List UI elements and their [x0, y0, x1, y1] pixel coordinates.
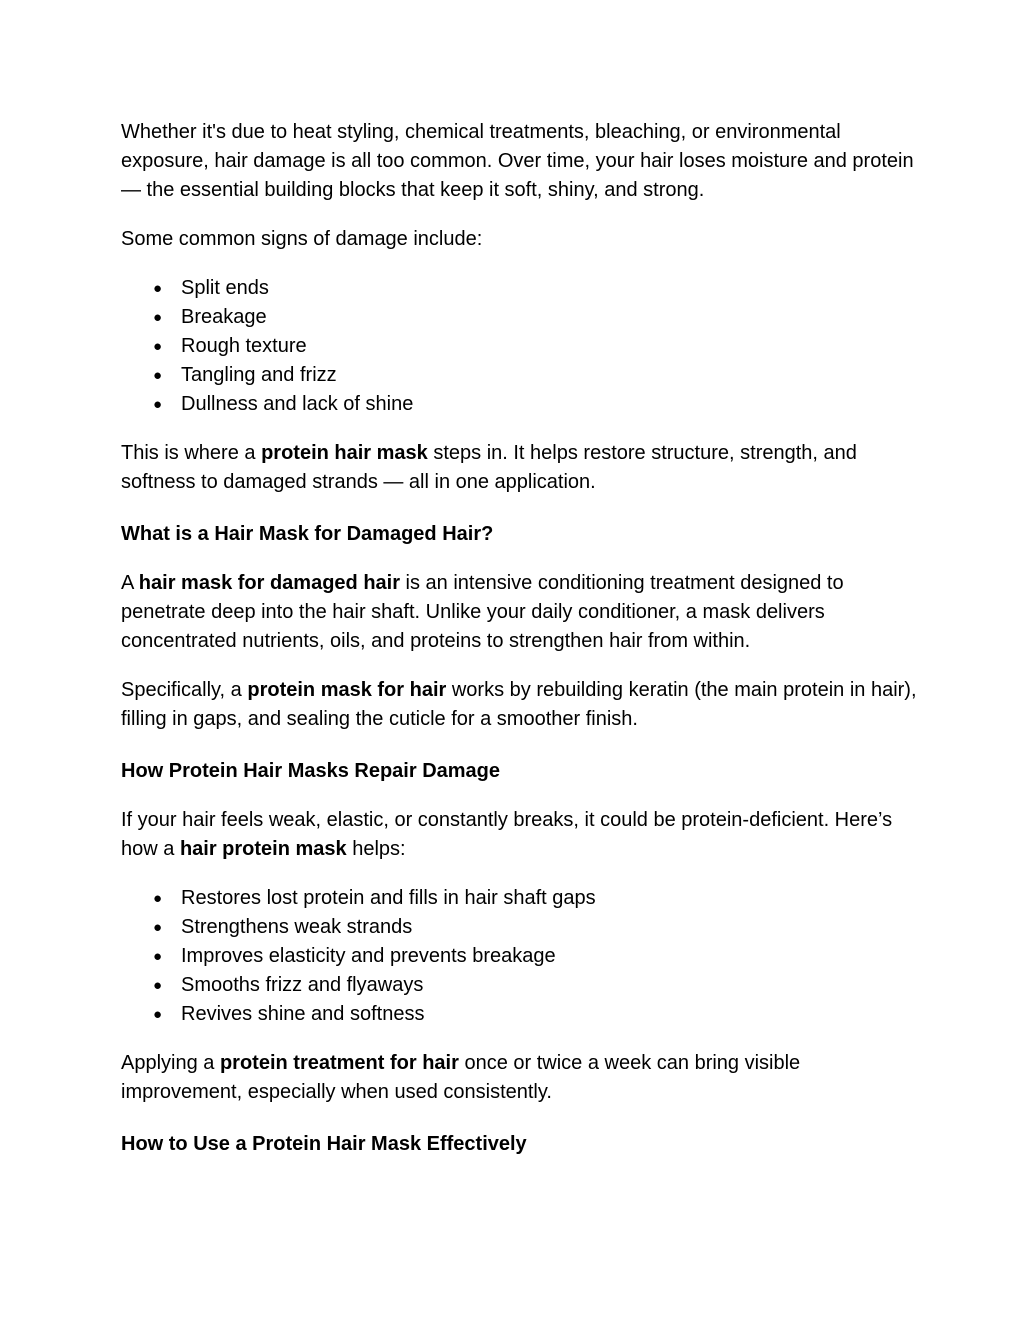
list-item [121, 913, 921, 942]
damage-signs-list [121, 274, 921, 419]
list-item-text: Revives shine and softness [181, 1003, 425, 1025]
bullet-icon: ● [153, 309, 163, 326]
list-item [121, 1000, 921, 1029]
definition-paragraph: A hair mask for damaged hair is an intensive conditioning treatment designed to penetrate deep into the hair shaft. Unlike your daily conditioner, a mask delivers concentrated nutrients, oils, and proteins to strengthen hair from within. [121, 572, 844, 652]
bullet-icon: ● [153, 948, 163, 965]
bold-term: protein mask for hair [247, 679, 447, 701]
protein-mask-paragraph: This is where a protein hair mask steps in. It helps restore structure, strength, and softness to damaged strands — all in one application. [121, 442, 857, 493]
bullet-icon: ● [153, 367, 163, 384]
list-item [121, 361, 921, 390]
bold-term: protein treatment for hair [219, 1052, 459, 1074]
keratin-paragraph: Specifically, a protein mask for hair works by rebuilding keratin (the main protein in hair), filling in gaps, and sealing the cuticle for a smoother finish. [121, 679, 917, 730]
bullet-icon: ● [153, 396, 163, 413]
list-item-text: Rough texture [181, 335, 307, 357]
list-item-text: Strengthens weak strands [181, 916, 413, 938]
list-item [121, 332, 921, 361]
treatment-frequency-paragraph: Applying a protein treatment for hair once or twice a week can bring visible improvement, especially when used consistently. [121, 1052, 801, 1103]
list-item-text: Breakage [181, 306, 267, 328]
bold-term: hair mask for damaged hair [138, 572, 400, 594]
list-item [121, 884, 921, 913]
bullet-icon: ● [153, 338, 163, 355]
signs-lead-paragraph: Some common signs of damage include: [121, 228, 483, 250]
list-item-text: Split ends [181, 277, 269, 299]
list-item-text: Restores lost protein and fills in hair shaft gaps [181, 887, 596, 909]
bullet-icon: ● [153, 1006, 163, 1023]
section-heading-what-is: What is a Hair Mask for Damaged Hair? [121, 523, 494, 545]
section-heading-how-repair: How Protein Hair Masks Repair Damage [121, 760, 501, 782]
bold-term: protein hair mask [261, 442, 428, 464]
benefits-list [121, 884, 921, 1029]
bold-term: hair protein mask [179, 838, 347, 860]
list-item [121, 274, 921, 303]
list-item-text: Improves elasticity and prevents breakage [181, 945, 556, 967]
bullet-icon: ● [153, 977, 163, 994]
bullet-icon: ● [153, 919, 163, 936]
list-item [121, 390, 921, 419]
list-item [121, 971, 921, 1000]
list-item [121, 942, 921, 971]
intro-paragraph: Whether it's due to heat styling, chemical treatments, bleaching, or environmental exposure, hair damage is all too common. Over time, your hair loses moisture and protein — the essential building blocks that keep it soft, shiny, and strong. [121, 121, 914, 201]
protein-deficient-paragraph: If your hair feels weak, elastic, or constantly breaks, it could be protein-deficient. Here’s how a hair protein mask helps: [121, 809, 893, 860]
bullet-icon: ● [153, 890, 163, 907]
list-item [121, 303, 921, 332]
section-heading-how-to-use: How to Use a Protein Hair Mask Effectively [121, 1133, 527, 1155]
list-item-text: Dullness and lack of shine [181, 393, 414, 415]
bullet-icon: ● [153, 280, 163, 297]
list-item-text: Smooths frizz and flyaways [181, 974, 424, 996]
document-body [121, 118, 921, 1179]
list-item-text: Tangling and frizz [181, 364, 337, 386]
